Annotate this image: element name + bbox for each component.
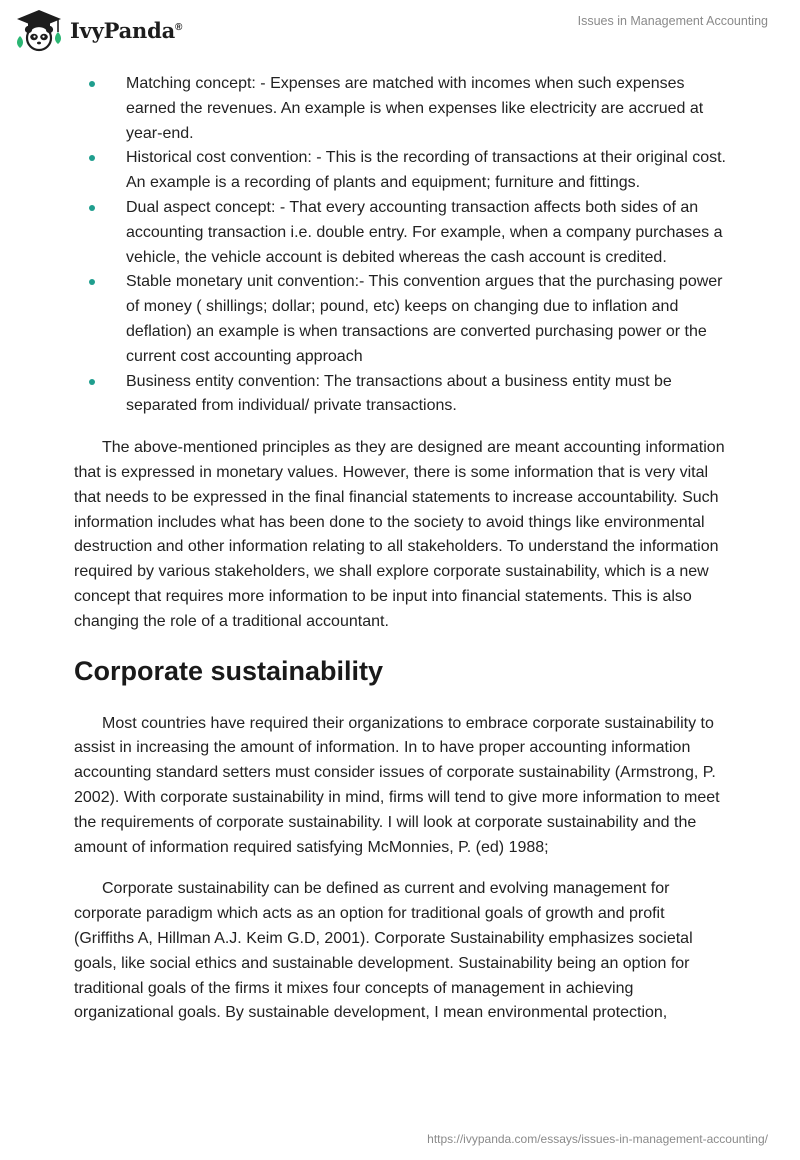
paragraph: Corporate sustainability can be defined as current and evolving management for corporate paradigm which acts as an option for traditional goals of growth and profit (Griffiths A, Hillman A.J. Keim G.D, 2001). Corporate Sustainability emphasizes societal goals, like social ethics and sustainable development. Sustainability being an option for traditional goals of the firms it mixes four concepts of management in achieving organizational goals. By sustainable development, I mean environmental protection, bbox=[74, 880, 693, 1022]
source-url-link[interactable]: https://ivypanda.com/essays/issues-in-management-accounting/ bbox=[427, 1132, 768, 1146]
bullet-icon bbox=[89, 279, 95, 285]
paragraph: The above-mentioned principles as they are designed are meant accounting information that is expressed in monetary values. However, there is some information that is very vital that needs to be expressed in the final financial statements to increase accountability. Such information includes what has been done to the society to avoid things like environmental destruction and other information relating to all stakeholders. To understand the information required by various stakeholders, we shall explore corporate sustainability, which is a new concept that requires more information to be input into financial statements. This is also changing the role of a traditional accountant. bbox=[74, 439, 725, 630]
principles-list bbox=[74, 72, 726, 419]
list-item bbox=[74, 270, 726, 369]
section-heading: Corporate sustainability bbox=[74, 655, 384, 686]
list-item-text: Dual aspect concept: - That every accounting transaction affects both sides of an accounting transaction i.e. double entry. For example, when a company purchases a vehicle, the vehicle account is debited whereas the cash account is credited. bbox=[126, 198, 723, 266]
bullet-icon bbox=[89, 81, 95, 87]
paragraph: Most countries have required their organizations to embrace corporate sustainability to assist in increasing the amount of information. In to have proper accounting information accounting standard setters must consider issues of corporate sustainability (Armstrong, P. 2002). With corporate sustainability in mind, firms will tend to give more information to meet the requirements of corporate sustainability. I will look at corporate sustainability and the amount of information required satisfying McMonnies, P. (ed) 1988; bbox=[74, 714, 720, 856]
logo-wordmark: IvyPanda® bbox=[70, 17, 183, 43]
bullet-icon bbox=[89, 379, 95, 385]
ivypanda-logo[interactable] bbox=[14, 8, 182, 52]
list-item bbox=[74, 370, 726, 420]
list-item-text: Business entity convention: The transactions about a business entity must be separated from individual/ private transactions. bbox=[126, 372, 672, 415]
essay-body bbox=[74, 72, 726, 1026]
list-item bbox=[74, 72, 726, 146]
list-item bbox=[74, 196, 726, 270]
page-header bbox=[0, 0, 800, 60]
bullet-icon bbox=[89, 155, 95, 161]
list-item-text: Stable monetary unit convention:- This convention argues that the purchasing power of money ( shillings; dollar; pound, etc) keeps on changing due to inflation and deflation) an example is when transactions are converted purchasing power or the current cost accounting approach bbox=[126, 273, 723, 365]
panda-graduation-icon bbox=[14, 8, 64, 52]
list-item bbox=[74, 146, 726, 196]
list-item-text: Historical cost convention: - This is the recording of transactions at their original cost. An example is a recording of plants and equipment; furniture and fittings. bbox=[126, 149, 726, 192]
bullet-icon bbox=[89, 205, 95, 211]
document-title: Issues in Management Accounting bbox=[577, 14, 768, 28]
list-item-text: Matching concept: - Expenses are matched with incomes when such expenses earned the revenues. An example is when expenses like electricity are accrued at year-end. bbox=[126, 75, 704, 142]
